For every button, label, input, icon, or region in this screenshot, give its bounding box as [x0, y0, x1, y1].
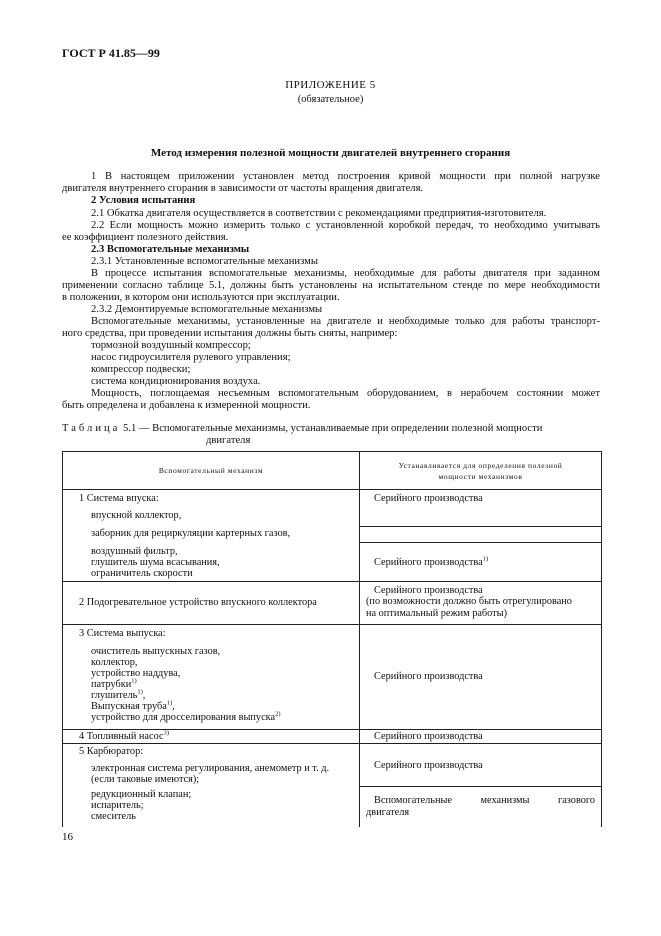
section-2-3-2-para-line-1: Вспомогательные механизмы, установленные на двигателе и необходимые только для работы транспорт- [91, 316, 600, 327]
table-header-row [63, 452, 602, 490]
value-line: Серийного производства [374, 584, 483, 596]
table-cell [360, 543, 602, 582]
footnote-mark: 3) [163, 729, 169, 737]
cell-item [91, 690, 355, 701]
table-caption-label: Таблица [62, 423, 121, 434]
row-title: 2 Подогревательное устройство впускного коллектора [79, 596, 317, 608]
value-line: двигателя [366, 806, 410, 818]
document-code: ГОСТ Р 41.85—99 [62, 46, 160, 60]
row-title: 3 Система выпуска: [79, 627, 166, 639]
item-tail: , [172, 701, 175, 712]
table-cell [63, 527, 360, 543]
auxiliary-equipment-table [62, 451, 602, 827]
row-title: 5 Карбюратор: [79, 746, 144, 757]
cell-item: воздушный фильтр, [91, 545, 178, 557]
cell-item [91, 679, 355, 690]
table-cell [360, 787, 602, 827]
table-row [63, 787, 602, 827]
value-line: (по возможности должно быть отрегулировано [366, 596, 572, 607]
cell-item: смеситель [91, 810, 136, 822]
table-cell [360, 490, 602, 527]
table-cell [63, 581, 360, 624]
header-line: мощности механизмов [438, 471, 523, 481]
value-line: на оптимальный режим работы) [366, 607, 508, 619]
item-text: устройство для дросселирования выпуска [91, 712, 276, 723]
cell-items [63, 641, 359, 725]
value-text: Серийного производства [374, 556, 483, 568]
section-2-2-line-2: ее коэффициент полезного действия. [62, 232, 229, 243]
cell-value [360, 787, 601, 820]
section-2-heading: 2 Условия испытания [91, 195, 196, 206]
table-header-equipment: Вспомогательный механизм [63, 452, 360, 490]
footnote-mark: 1) [166, 699, 173, 707]
table-cell [360, 624, 602, 729]
table-caption-text: 5.1 — Вспомогательные механизмы, устанавливаемые при определении полезной мощности [123, 423, 543, 434]
list-item: тормозной воздушный компрессор; [91, 340, 251, 351]
section-2-3-heading: 2.3 Вспомогательные механизмы [91, 244, 250, 255]
table-cell [63, 729, 360, 744]
table-row [63, 543, 602, 582]
title-text: 4 Топливный насос [79, 730, 164, 742]
table-row [63, 527, 602, 543]
item-tail: , [142, 690, 146, 701]
cell-value [360, 582, 601, 622]
cell-item: очиститель выпускных газов, [91, 646, 221, 657]
cell-item: (если таковые имеются); [91, 773, 200, 785]
table-cell [63, 509, 360, 527]
table-row [63, 729, 602, 744]
cell-value: Серийного производства [374, 759, 483, 771]
cell-value: Серийного производства [374, 730, 483, 742]
last-paragraph-line-1: Мощность, поглощаемая несъемным вспомогательным оборудованием, в нерабочем состоянии может [91, 388, 600, 399]
table-row [63, 581, 602, 624]
item-text: глушитель [91, 690, 138, 701]
footnote-mark: 1) [482, 555, 489, 563]
cell-item: заборник для рециркуляции картерных газов, [91, 527, 291, 539]
table-cell-empty [360, 527, 602, 543]
appendix-subtitle: (обязательное) [297, 94, 364, 105]
paragraph-1-line-1: 1 В настоящем приложении установлен метод построения кривой мощности при полной нагрузке [91, 171, 600, 182]
appendix-title: ПРИЛОЖЕНИЕ 5 [285, 79, 376, 91]
table-caption-line-2: двигателя [206, 435, 251, 446]
table-cell [63, 744, 360, 787]
cell-item: глушитель шума всасывания, [91, 556, 220, 568]
cell-item: коллектор, [91, 657, 138, 668]
cell-item: ограничитель скорости [91, 567, 193, 579]
cell-item: устройство наддува, [91, 668, 181, 679]
table-cell [360, 729, 602, 744]
cell-item [91, 712, 355, 723]
section-2-2-line-1: 2.2 Если мощность можно измерить только с установленной коробкой передач, то необходимо учитывать [91, 220, 600, 231]
list-item: система кондиционирования воздуха. [91, 376, 261, 387]
section-2-3-1: 2.3.1 Установленные вспомогательные механизмы [91, 256, 318, 267]
header-line: Устанавливается для определения полезной [398, 460, 563, 470]
cell-value: Серийного производства [374, 493, 483, 504]
cell-items [63, 787, 359, 824]
cell-value [360, 554, 601, 571]
table-cell [360, 744, 602, 787]
item-text: Выпускная труба [91, 701, 167, 712]
section-2-1: 2.1 Обкатка двигателя осуществляется в соответствии с рекомендациями предприятия-изготовителя. [91, 208, 547, 219]
table-cell [63, 624, 360, 729]
cell-item: редукционный клапан; [91, 788, 192, 800]
paragraph-1-line-2: двигателя внутреннего сгорания в зависимости от частоты вращения двигателя. [62, 183, 424, 194]
method-title: Метод измерения полезной мощности двигателей внутреннего сгорания [150, 147, 511, 159]
cell-item: электронная система регулирования, анемометр и т. д. [91, 762, 330, 774]
cell-item [91, 701, 355, 712]
cell-item: впускной коллектор, [91, 509, 182, 521]
table-row [63, 744, 602, 787]
footnote-mark: 1) [137, 688, 143, 696]
row-title: 1 Система впуска: [79, 493, 159, 504]
cell-item: испаритель; [91, 799, 144, 811]
row-title [63, 730, 359, 744]
item-text: патрубки [91, 679, 132, 690]
table-cell [360, 581, 602, 624]
table-header-installation [360, 452, 602, 490]
cell-items [63, 760, 359, 787]
last-paragraph-line-2: быть определена и добавлена к измеренной мощности. [62, 400, 311, 411]
table-row [63, 624, 602, 729]
section-2-3-2-para-line-2: ного средства, при проведении испытания должны быть сняты, например: [62, 328, 398, 339]
table-caption-line-1 [62, 423, 542, 435]
cell-items [63, 543, 359, 581]
table-cell [63, 543, 360, 582]
section-2-3-2: 2.3.2 Демонтируемые вспомогательные механизмы [91, 304, 323, 315]
section-2-3-1-para-line-1: В процессе испытания вспомогательные механизмы, необходимые для работы двигателя при заданном [91, 268, 600, 279]
section-2-3-1-para-line-3: в положении, в котором они используются при эксплуатации. [62, 292, 340, 303]
table-cell [63, 787, 360, 827]
value-line: Вспомогательные механизмы газового [374, 795, 595, 806]
list-item: насос гидроусилителя рулевого управления; [91, 352, 291, 363]
section-2-3-1-para-line-2: применении согласно таблице 5.1, должны быть установлены на испытательном стенде по мере необходимости [62, 280, 600, 291]
footnote-mark: 1) [131, 677, 137, 685]
cell-value: Серийного производства [374, 671, 483, 683]
page-number: 16 [62, 831, 73, 843]
list-item: компрессор подвески; [91, 364, 191, 375]
footnote-mark: 2) [275, 710, 281, 718]
